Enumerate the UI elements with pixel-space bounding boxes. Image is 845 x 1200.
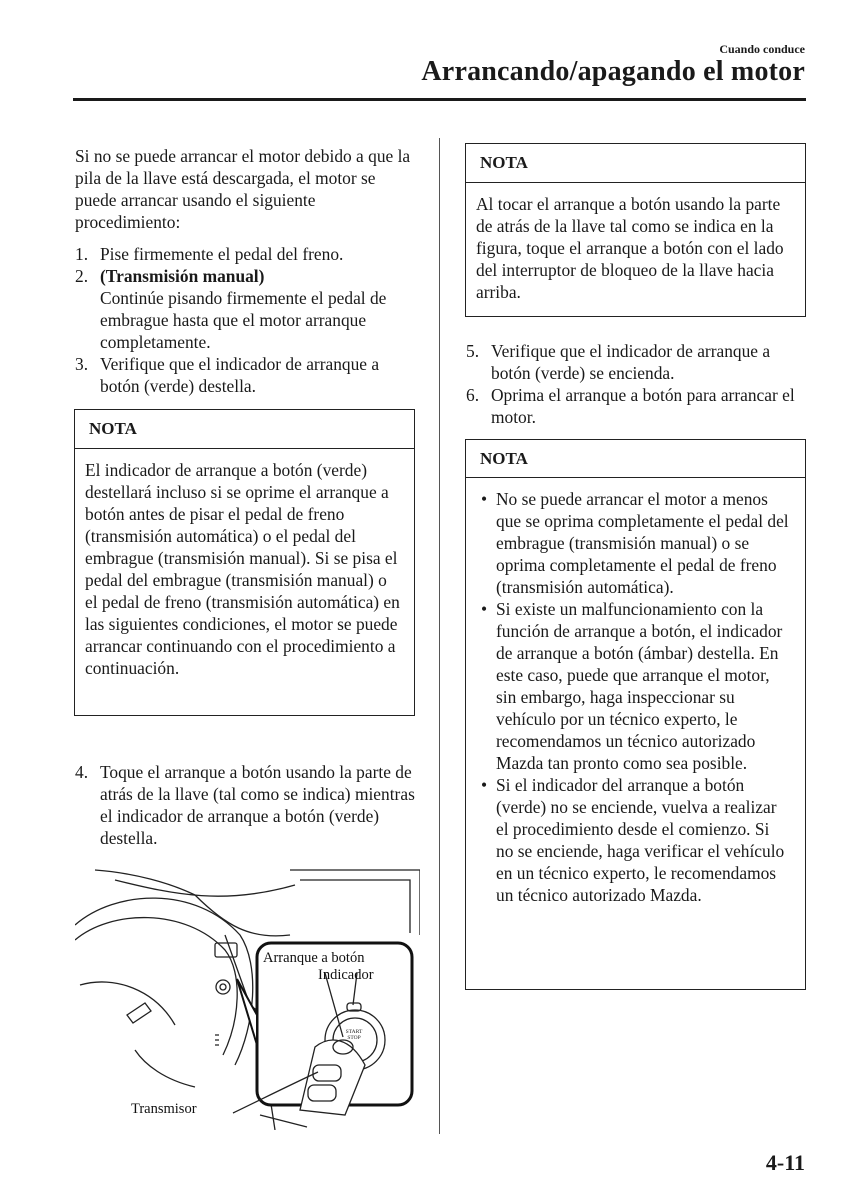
note-text: Al tocar el arranque a botón usando la parte de atrás de la llave tal como se indica en la figura, toque el arranque a botón con el lado del interruptor de bloqueo de la llave hacia arriba.: [476, 194, 784, 302]
step-6: [466, 384, 806, 428]
start-text: START: [345, 1029, 363, 1035]
steps-list-3: [466, 340, 806, 428]
steering-spoke: [80, 982, 175, 1025]
step-text: Oprima el arranque a botón para arrancar el motor.: [491, 385, 795, 427]
steering-wheel-inner: [75, 918, 237, 1055]
note-heading: NOTA: [75, 410, 414, 449]
step-number: 4.: [75, 762, 89, 782]
note-bullet: [472, 488, 791, 598]
step-text: Toque el arranque a botón usando la parte de atrás de la llave (tal como se indica) mientras el indicador de arranque a botón (verde) destella.: [100, 762, 415, 848]
note-heading: NOTA: [466, 144, 805, 183]
column-divider: [439, 138, 440, 1134]
bullet-mark: •: [480, 775, 488, 795]
step-title: (Transmisión manual): [100, 266, 265, 286]
step-number: 1.: [75, 244, 89, 264]
step-5: [466, 340, 806, 384]
bullet-text: Si el indicador del arranque a botón (verde) no se enciende, vuelva a realizar el procedimiento desde el comienzo. Si no se enciende, haga verificar el vehículo en un técnico experto, le recomendamos un técnico autorizado Mazda.: [496, 775, 785, 905]
header-rule: [73, 98, 806, 101]
section-label: Cuando conduce: [719, 42, 805, 56]
page-title: Arrancando/apagando el motor: [421, 56, 805, 87]
step-number: 5.: [466, 341, 480, 361]
steps-list-1: [75, 243, 420, 397]
step-text: Pise firmemente el pedal del freno.: [100, 244, 344, 264]
steps-list-2: [75, 761, 420, 849]
step-1: [75, 243, 420, 265]
bullet-mark: •: [480, 489, 488, 509]
step-text: Verifique que el indicador de arranque a botón (verde) destella.: [100, 354, 380, 396]
page-number: 4-11: [765, 1150, 805, 1175]
label-start-button: Arranque a botón: [263, 950, 365, 966]
note-heading: NOTA: [466, 440, 805, 478]
note-box-3: [465, 439, 806, 990]
label-transmitter: Transmisor: [131, 1101, 197, 1117]
bullet-mark: •: [480, 599, 488, 619]
intro-paragraph: Si no se puede arrancar el motor debido a que la pila de la llave está descargada, el motor se puede arrancar usando el siguiente procedimiento:: [75, 146, 411, 232]
label-indicator: Indicador: [318, 967, 374, 983]
step-4: [75, 761, 420, 849]
step-text: Continúe pisando firmemente el pedal de embrague hasta que el motor arranque completamente.: [100, 288, 387, 352]
step-number: 3.: [75, 354, 89, 374]
bullet-text: No se puede arrancar el motor a menos que se oprima completamente el pedal del embrague (transmisión manual) o se oprima completamente el pedal de freno (transmisión automática).: [496, 489, 789, 597]
bullet-text: Si existe un malfuncionamiento con la función de arranque a botón, el indicador de arranque a botón (ámbar) destella. En este caso, puede que arranque el motor, sin embargo, haga inspeccionar su vehículo por un técnico experto, le recomendamos un técnico autorizado Mazda tan pronto como sea posible.: [496, 599, 783, 773]
step-text: Verifique que el indicador de arranque a botón (verde) se encienda.: [491, 341, 771, 383]
stop-text: STOP: [347, 1035, 361, 1041]
note-text: El indicador de arranque a botón (verde) destellará incluso si se oprime el arranque a botón antes de pisar el pedal de freno (transmisión automática) o el pedal del embrague (transmisión manual). Si se pisa el pedal del embrague (transmisión manual) o el pedal de freno (transmisión automática) en las siguientes condiciones, el motor se puede arrancar continuando con el procedimiento a continuación.: [85, 460, 400, 678]
note-box-2: [465, 143, 806, 317]
step-number: 6.: [466, 385, 480, 405]
step-number: 2.: [75, 266, 89, 286]
step-2: [75, 265, 420, 353]
note-bullets: [466, 478, 805, 906]
step-3: [75, 353, 420, 397]
note-bullet: [472, 598, 791, 774]
note-bullet: [472, 774, 791, 906]
note-box-1: [74, 409, 415, 716]
figure-illustration: [75, 865, 420, 1130]
start-button-figure: [75, 865, 420, 1130]
